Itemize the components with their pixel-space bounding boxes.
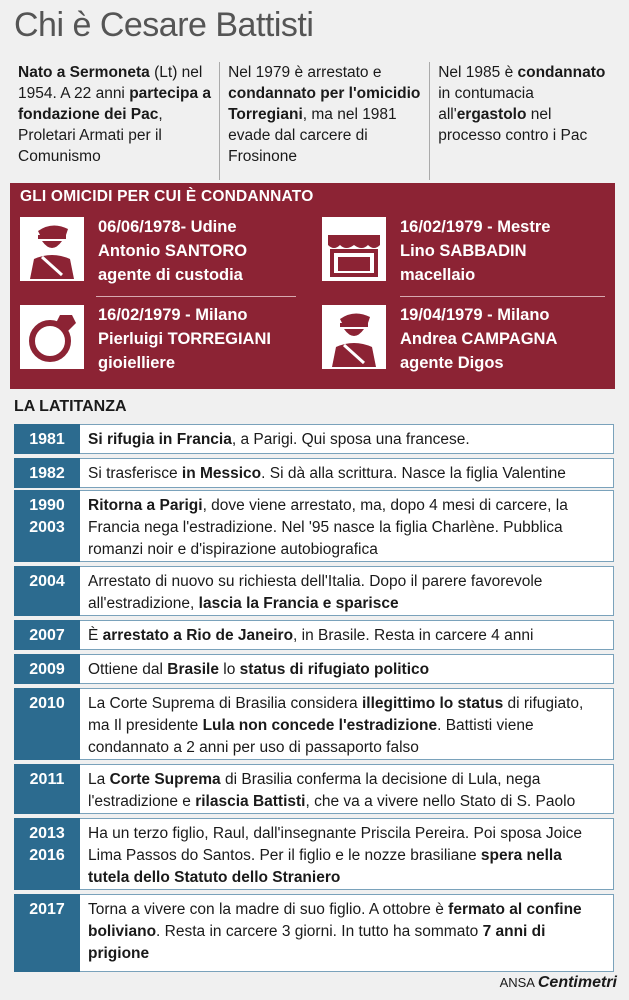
timeline-text: Torna a vivere con la madre di suo figlio. A ottobre è fermato al confine boliviano. Resta in carcere 3 giorni. In tutto ha sommato 7 anni di prigione — [80, 894, 614, 972]
timeline-year: 1981 — [14, 424, 80, 454]
timeline-text: Si rifugia in Francia, a Parigi. Qui sposa una francese. — [80, 424, 614, 454]
timeline-row — [14, 458, 614, 488]
shop-icon — [322, 217, 386, 281]
timeline-text: Ritorna a Parigi, dove viene arrestato, ma, dopo 4 mesi di carcere, la Francia nega l'estradizione. Nel '95 nasce la figlia Charlène. Pubblica romanzi noir e d'ispirazione autobiografica — [80, 490, 614, 562]
divider — [96, 296, 296, 297]
intro-column-sentence: Nel 1985 è condannato in contumacia all'ergastolo nel processo contro i Pac — [438, 64, 606, 144]
ring-icon — [20, 305, 84, 369]
murders-title: GLI OMICIDI PER CUI È CONDANNATO — [20, 188, 314, 205]
timeline-text: È arrestato a Rio de Janeiro, in Brasile. Resta in carcere 4 anni — [80, 620, 614, 650]
divider — [400, 296, 605, 297]
timeline-year: 2010 — [14, 688, 80, 760]
timeline-text: La Corte Suprema di Brasilia conferma la decisione di Lula, nega l'estradizione e rilascia Battisti, che va a vivere nello Stato di S. Paolo — [80, 764, 614, 814]
timeline-year: 2004 — [14, 566, 80, 616]
latitanza-title: LA LATITANZA — [14, 398, 127, 415]
timeline-row — [14, 620, 614, 650]
intro-column-arrest: Nel 1979 è arrestato e condannato per l'omicidio Torregiani, ma nel 1981 evade dal carcere di Frosinone — [220, 62, 430, 180]
timeline-year: 2007 — [14, 620, 80, 650]
timeline-year: 2017 — [14, 894, 80, 972]
timeline-row — [14, 490, 614, 562]
timeline-row — [14, 764, 614, 814]
timeline-row — [14, 818, 614, 890]
timeline-year: 1982 — [14, 458, 80, 488]
page-title: Chi è Cesare Battisti — [14, 6, 314, 44]
timeline-text: Ottiene dal Brasile lo status di rifugiato politico — [80, 654, 614, 684]
footer-credit: ANSA Centimetri — [499, 974, 617, 991]
timeline-row — [14, 566, 614, 616]
timeline-row — [14, 424, 614, 454]
timeline-text: Si trasferisce in Messico. Si dà alla scrittura. Nasce la figlia Valentine — [80, 458, 614, 488]
timeline-row — [14, 654, 614, 684]
timeline-text: Ha un terzo figlio, Raul, dall'insegnante Priscila Pereira. Poi sposa Joice Lima Passos do Santos. Per il figlio e le nozze brasiliane spera nella tutela dello Statuto dello Straniero — [80, 818, 614, 890]
intro-columns — [10, 62, 620, 180]
timeline-text: La Corte Suprema di Brasilia considera illegittimo lo status di rifugiato, ma Il presidente Lula non concede l'estradizione. Battisti viene condannato a 2 anni per uso di passaporto falso — [80, 688, 614, 760]
police-officer-icon — [20, 217, 84, 281]
intro-column-birth: Nato a Sermoneta (Lt) nel 1954. A 22 anni partecipa a fondazione dei Pac, Proletari Armati per il Comunismo — [10, 62, 220, 180]
police-officer-icon — [322, 305, 386, 369]
murders-box: GLI OMICIDI PER CUI È CONDANNATO 06/06/1978- Udine Antonio SANTORO agente di custodia 16/02/1979 - Mestre Lino SABBADIN macellaio 16/02/1979 - Milano Pierluigi TORREGIANI gioielliere 19/04/1979 - Milano Andrea CAMPAGNA agente Digos — [10, 183, 615, 389]
timeline-year: 1990 2003 — [14, 490, 80, 562]
timeline-year: 2009 — [14, 654, 80, 684]
timeline-row — [14, 688, 614, 760]
timeline-text: Arrestato di nuovo su richiesta dell'Italia. Dopo il parere favorevole all'estradizione, lascia la Francia e sparisce — [80, 566, 614, 616]
timeline-year: 2011 — [14, 764, 80, 814]
timeline-year: 2013 2016 — [14, 818, 80, 890]
timeline-row — [14, 894, 614, 972]
